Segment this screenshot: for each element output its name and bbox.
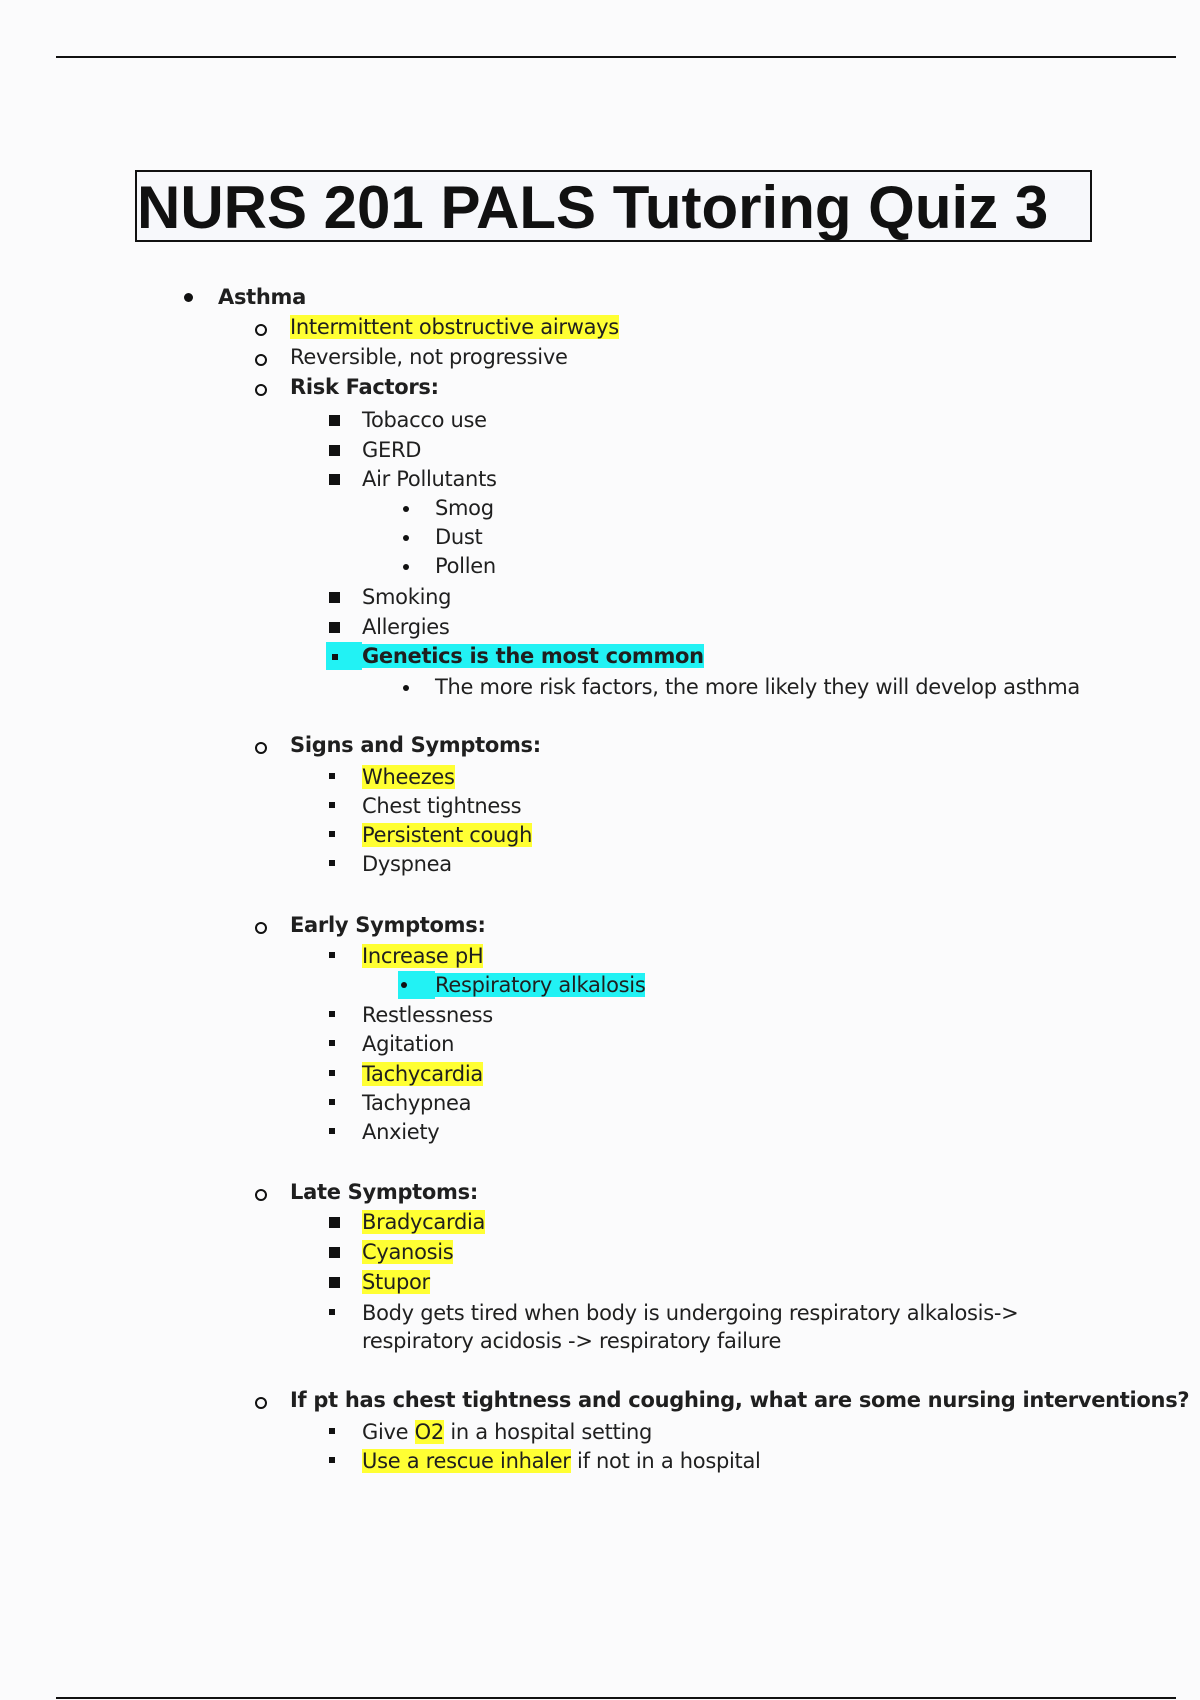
highlight: the most common xyxy=(488,644,704,668)
bullet-dot xyxy=(403,535,409,541)
title-box xyxy=(135,170,1092,242)
list-item: Pollen xyxy=(435,554,496,578)
bullet-square xyxy=(329,415,340,426)
highlight: Tachycardia xyxy=(362,1062,483,1086)
highlight: Intermittent obstructive airways xyxy=(290,315,619,339)
bullet-square xyxy=(329,622,340,633)
bullet-square xyxy=(329,592,340,603)
bullet-square xyxy=(329,474,340,485)
bullet-circle xyxy=(255,354,267,366)
list-item: Body gets tired when body is undergoing respiratory alkalosis-> xyxy=(362,1301,1019,1325)
page-bottom-rule xyxy=(56,1697,1176,1699)
bullet-small-square xyxy=(329,1457,335,1463)
subheading-early: Early Symptoms: xyxy=(290,913,486,937)
list-item xyxy=(290,313,619,341)
bullet-square xyxy=(329,1277,340,1288)
bullet-dot xyxy=(403,685,409,691)
bullet-dot xyxy=(403,564,409,570)
highlight: Bradycardia xyxy=(362,1210,486,1234)
bullet-circle xyxy=(255,742,267,754)
list-item xyxy=(362,763,455,791)
list-item xyxy=(362,1447,761,1475)
highlight: Cyanosis xyxy=(362,1240,454,1264)
highlight: Persistent cough xyxy=(362,823,533,847)
list-item xyxy=(435,971,645,999)
list-item xyxy=(362,1238,453,1266)
highlight: Increase pH xyxy=(362,944,484,968)
list-item: The more risk factors, the more likely they will develop asthma xyxy=(435,675,1081,699)
list-item: Dyspnea xyxy=(362,852,452,876)
bullet-circle xyxy=(255,384,267,396)
list-item: Allergies xyxy=(362,615,450,639)
list-item: Restlessness xyxy=(362,1003,493,1027)
section-heading-asthma: Asthma xyxy=(218,285,306,309)
bullet-small-square xyxy=(329,831,335,837)
bullet-small-square xyxy=(329,802,335,808)
highlight: Stupor xyxy=(362,1270,430,1294)
bullet-small-square xyxy=(329,1070,335,1076)
list-item: Agitation xyxy=(362,1032,455,1056)
list-item: Anxiety xyxy=(362,1120,440,1144)
bullet-small-square xyxy=(329,1309,335,1315)
list-item: GERD xyxy=(362,438,422,462)
list-item xyxy=(362,942,483,970)
list-item: Tachypnea xyxy=(362,1091,472,1115)
list-item: Dust xyxy=(435,525,483,549)
list-item xyxy=(362,1208,485,1236)
text: in a hospital setting xyxy=(443,1420,653,1444)
bullet-disc xyxy=(184,293,193,302)
bullet-circle xyxy=(255,1397,267,1409)
subheading-signs: Signs and Symptoms: xyxy=(290,733,541,757)
bullet-small-square xyxy=(329,1099,335,1105)
highlight: Wheezes xyxy=(362,765,455,789)
bullet-small-square xyxy=(329,952,335,958)
bullet-small-square xyxy=(329,1011,335,1017)
list-item: Smoking xyxy=(362,585,452,609)
subheading-risk-factors: Risk Factors: xyxy=(290,375,439,399)
bullet-square xyxy=(329,1217,340,1228)
page-top-rule xyxy=(56,56,1176,58)
bullet-small-square xyxy=(332,654,338,660)
list-item xyxy=(362,1060,483,1088)
list-item xyxy=(362,1268,430,1296)
highlight: Respiratory alkalosis xyxy=(435,973,646,997)
list-item: Smog xyxy=(435,496,494,520)
bullet-small-square xyxy=(329,1128,335,1134)
list-item-continuation: respiratory acidosis -> respiratory failure xyxy=(362,1329,782,1353)
bullet-small-square xyxy=(329,773,335,779)
bullet-square xyxy=(329,1247,340,1258)
highlight: Use a rescue inhaler xyxy=(362,1449,571,1473)
text: if not in a hospital xyxy=(570,1449,761,1473)
bullet-small-square xyxy=(329,1040,335,1046)
list-item xyxy=(362,821,532,849)
text: Give xyxy=(362,1420,415,1444)
highlight: O2 xyxy=(414,1420,444,1444)
subheading-question: If pt has chest tightness and coughing, what are some nursing interventions? xyxy=(290,1388,1190,1412)
bullet-square xyxy=(329,445,340,456)
list-item: Reversible, not progressive xyxy=(290,345,568,369)
list-item: Air Pollutants xyxy=(362,467,497,491)
list-item xyxy=(362,1418,652,1446)
list-item: Tobacco use xyxy=(362,408,487,432)
page-title: NURS 201 PALS Tutoring Quiz 3 xyxy=(137,174,1049,241)
subheading-late: Late Symptoms: xyxy=(290,1180,478,1204)
highlight: Genetics is xyxy=(362,644,489,668)
list-item xyxy=(362,642,704,670)
bullet-dot xyxy=(401,982,407,988)
bullet-circle xyxy=(255,922,267,934)
list-item: Chest tightness xyxy=(362,794,522,818)
bullet-small-square xyxy=(329,1428,335,1434)
bullet-small-square xyxy=(329,860,335,866)
bullet-circle xyxy=(255,1189,267,1201)
bullet-dot xyxy=(403,506,409,512)
bullet-circle xyxy=(255,324,267,336)
